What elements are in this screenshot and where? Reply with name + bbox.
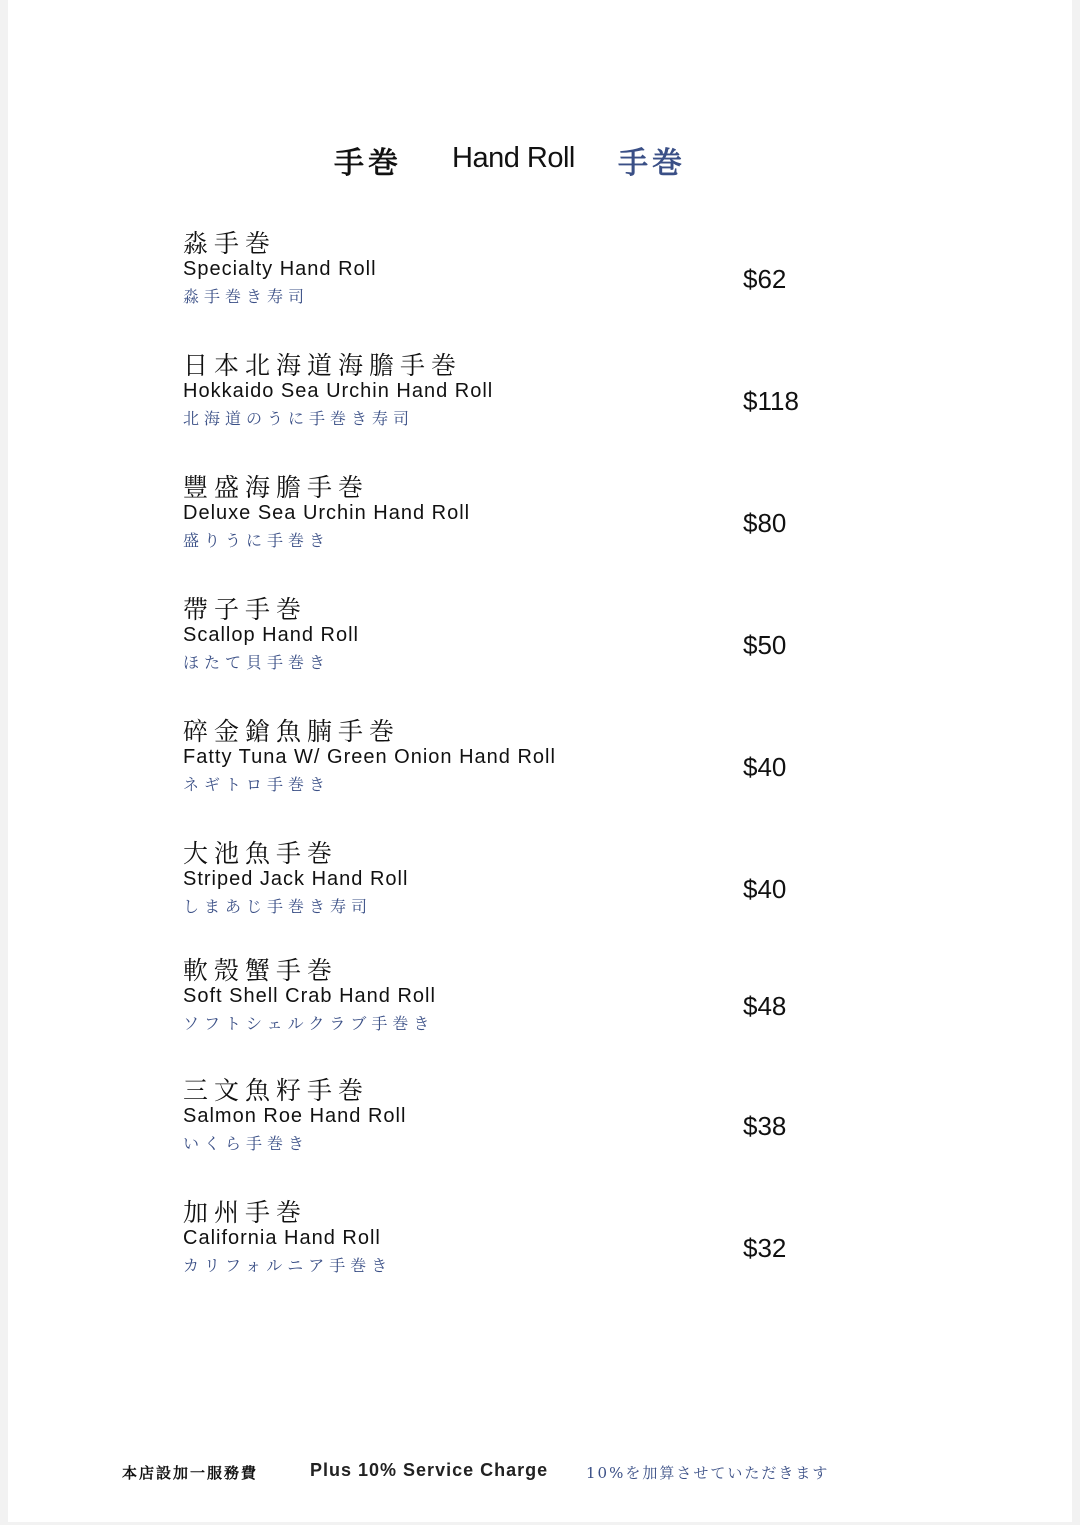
item-name-chinese: 碎金鎗魚腩手巻	[183, 717, 401, 746]
item-name-chinese: 帶子手巻	[183, 595, 308, 624]
menu-page	[8, 0, 1072, 1522]
item-name-chinese: 加州手巻	[183, 1198, 308, 1227]
item-name-japanese: ほたて貝手巻き	[183, 653, 331, 672]
menu-item	[183, 590, 883, 680]
item-name-chinese: 豐盛海膽手巻	[183, 473, 370, 502]
service-charge-english: Plus 10% Service Charge	[310, 1460, 549, 1480]
item-name-english: Soft Shell Crab Hand Roll	[183, 985, 436, 1007]
item-name-english: Striped Jack Hand Roll	[183, 868, 409, 890]
menu-item	[183, 346, 883, 436]
service-charge-chinese: 本店設加一服務費	[122, 1464, 259, 1482]
item-name-english: Specialty Hand Roll	[183, 258, 377, 280]
item-name-chinese: 大池魚手巻	[183, 839, 339, 868]
item-name-english: Fatty Tuna W/ Green Onion Hand Roll	[183, 746, 556, 768]
item-name-japanese: 盛りうに手巻き	[183, 531, 331, 550]
title-japanese: 手巻	[618, 146, 686, 181]
item-price: $118	[743, 386, 799, 416]
item-name-japanese: 淼手巻き寿司	[183, 287, 310, 306]
menu-item	[183, 468, 883, 558]
item-name-chinese: 淼手巻	[183, 229, 277, 258]
item-price: $32	[743, 1233, 787, 1263]
service-charge-note	[8, 1458, 1072, 1488]
item-price: $62	[743, 264, 787, 294]
item-price: $80	[743, 508, 787, 538]
item-name-japanese: カリフォルニア手巻き	[183, 1256, 393, 1275]
menu-item	[183, 224, 883, 314]
item-price: $50	[743, 630, 787, 660]
menu-item	[183, 951, 883, 1041]
item-name-english: Scallop Hand Roll	[183, 624, 359, 646]
title-chinese: 手巻	[334, 146, 402, 181]
item-name-english: Deluxe Sea Urchin Hand Roll	[183, 502, 471, 524]
item-name-chinese: 三文魚籽手巻	[183, 1076, 370, 1105]
item-price: $40	[743, 874, 787, 904]
item-name-chinese: 軟殼蟹手巻	[183, 956, 339, 985]
menu-item	[183, 1193, 883, 1283]
item-name-japanese: しまあじ手巻き寿司	[183, 897, 373, 916]
service-charge-japanese: 10%を加算させていただきます	[586, 1464, 830, 1482]
item-price: $38	[743, 1111, 787, 1141]
item-price: $48	[743, 991, 787, 1021]
item-name-japanese: ソフトシェルクラブ手巻き	[183, 1014, 435, 1033]
item-name-english: Salmon Roe Hand Roll	[183, 1105, 407, 1127]
menu-item	[183, 834, 883, 924]
item-price: $40	[743, 752, 787, 782]
item-name-chinese: 日本北海道海膽手巻	[183, 351, 463, 380]
item-name-japanese: ネギトロ手巻き	[183, 775, 331, 794]
menu-item	[183, 712, 883, 802]
item-name-english: Hokkaido Sea Urchin Hand Roll	[183, 380, 494, 402]
title-english: Hand Roll	[452, 142, 575, 174]
menu-item	[183, 1071, 883, 1161]
item-name-english: California Hand Roll	[183, 1227, 381, 1249]
menu-title	[8, 138, 1072, 188]
item-name-japanese: いくら手巻き	[183, 1134, 310, 1153]
item-name-japanese: 北海道のうに手巻き寿司	[183, 409, 415, 428]
